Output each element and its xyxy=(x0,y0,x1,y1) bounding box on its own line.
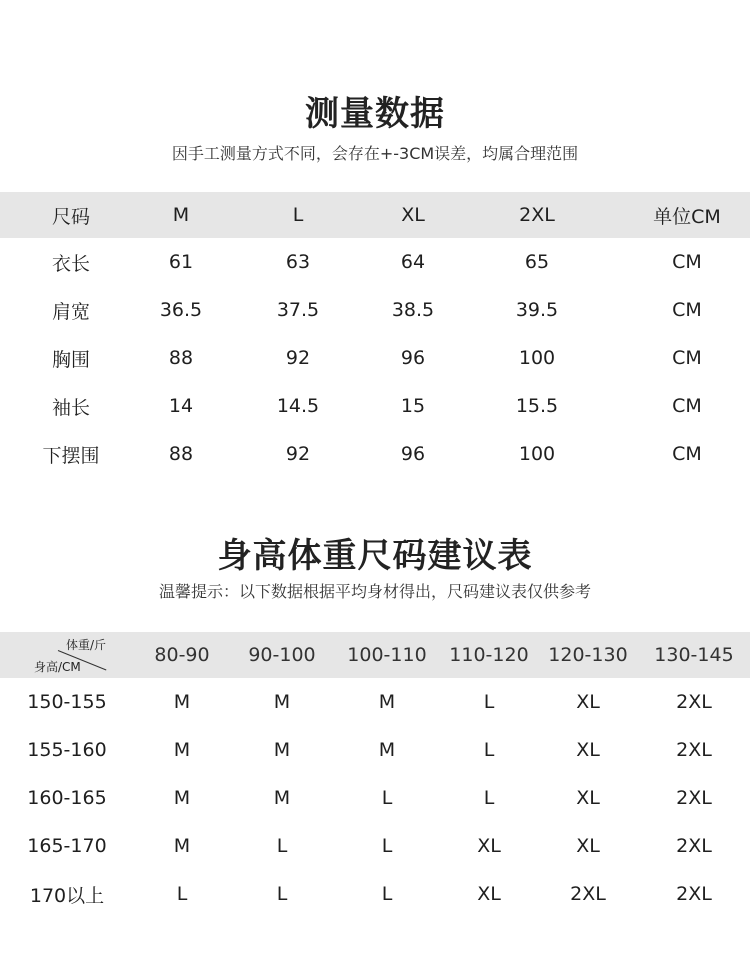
size-cell: L xyxy=(483,691,495,713)
weight-column-header: 80-90 xyxy=(154,644,210,666)
table-cell: 61 xyxy=(168,251,194,273)
table-cell: 88 xyxy=(168,347,194,369)
table-cell: CM xyxy=(672,299,702,321)
size-cell: M xyxy=(173,787,191,809)
height-row-label: 170以上 xyxy=(29,884,105,907)
size-cell: XL xyxy=(576,739,600,761)
table-row xyxy=(0,726,750,774)
table-cell: 96 xyxy=(400,443,426,465)
table-row xyxy=(0,870,750,918)
size-cell: M xyxy=(273,691,291,713)
table-row xyxy=(0,430,750,478)
size-cell: L xyxy=(276,835,288,857)
height-axis-label: 身高/CM xyxy=(34,660,81,674)
table-cell: 14.5 xyxy=(276,395,320,417)
table-cell: 100 xyxy=(518,443,556,465)
column-header: M xyxy=(172,204,190,226)
row-label: 肩宽 xyxy=(51,300,90,323)
measurement-title: 测量数据 xyxy=(305,94,445,134)
table-cell: 14 xyxy=(168,395,194,417)
size-cell: 2XL xyxy=(676,835,712,857)
weight-axis-label: 体重/斤 xyxy=(66,638,107,652)
size-cell: L xyxy=(276,883,288,905)
table-cell: 39.5 xyxy=(515,299,559,321)
column-header: 单位CM xyxy=(653,205,721,228)
table-cell: 37.5 xyxy=(276,299,320,321)
table-row xyxy=(0,382,750,430)
size-cell: XL xyxy=(477,883,501,905)
column-header: L xyxy=(292,204,304,226)
size-guide-table xyxy=(0,632,750,918)
table-row xyxy=(0,286,750,334)
size-cell: L xyxy=(483,739,495,761)
table-cell: 65 xyxy=(524,251,550,273)
size-cell: XL xyxy=(576,787,600,809)
size-guide-header-row xyxy=(0,632,750,678)
size-cell: XL xyxy=(477,835,501,857)
row-label: 衣长 xyxy=(51,252,90,275)
measurement-header-row xyxy=(0,192,750,238)
height-row-label: 160-165 xyxy=(27,787,107,809)
height-row-label: 150-155 xyxy=(27,691,107,713)
size-cell: M xyxy=(378,691,396,713)
size-cell: XL xyxy=(576,835,600,857)
weight-column-header: 90-100 xyxy=(248,644,316,666)
size-cell: M xyxy=(273,787,291,809)
size-guide-subtitle: 温馨提示：以下数据根据平均身材得出，尺码建议表仅供参考 xyxy=(158,582,591,601)
weight-column-header: 110-120 xyxy=(449,644,529,666)
size-cell: 2XL xyxy=(570,883,606,905)
size-cell: M xyxy=(173,835,191,857)
size-cell: L xyxy=(176,883,188,905)
size-cell: XL xyxy=(576,691,600,713)
row-label: 下摆围 xyxy=(42,444,100,467)
column-header: 尺码 xyxy=(51,205,90,228)
measurement-subtitle: 因手工测量方式不同，会存在+-3CM误差，均属合理范围 xyxy=(171,144,579,163)
weight-column-header: 100-110 xyxy=(347,644,427,666)
size-cell: M xyxy=(173,691,191,713)
size-cell: M xyxy=(378,739,396,761)
table-row xyxy=(0,822,750,870)
weight-column-header: 120-130 xyxy=(548,644,628,666)
size-cell: M xyxy=(273,739,291,761)
size-cell: 2XL xyxy=(676,691,712,713)
table-cell: 100 xyxy=(518,347,556,369)
weight-column-header: 130-145 xyxy=(654,644,734,666)
table-cell: CM xyxy=(672,395,702,417)
table-cell: CM xyxy=(672,251,702,273)
table-row xyxy=(0,774,750,822)
size-guide-title: 身高体重尺码建议表 xyxy=(217,536,533,576)
row-label: 袖长 xyxy=(51,396,90,419)
row-label: 胸围 xyxy=(51,348,90,371)
size-cell: M xyxy=(173,739,191,761)
column-header: 2XL xyxy=(519,204,555,226)
table-cell: 88 xyxy=(168,443,194,465)
height-row-label: 165-170 xyxy=(27,835,107,857)
size-cell: 2XL xyxy=(676,739,712,761)
table-cell: 63 xyxy=(285,251,311,273)
table-cell: CM xyxy=(672,443,702,465)
size-cell: L xyxy=(381,883,393,905)
table-cell: 38.5 xyxy=(391,299,435,321)
corner-header-cell xyxy=(0,632,134,678)
table-cell: CM xyxy=(672,347,702,369)
table-cell: 64 xyxy=(400,251,426,273)
size-cell: 2XL xyxy=(676,787,712,809)
size-cell: 2XL xyxy=(676,883,712,905)
height-row-label: 155-160 xyxy=(27,739,107,761)
table-cell: 92 xyxy=(285,443,311,465)
table-cell: 36.5 xyxy=(159,299,203,321)
size-cell: L xyxy=(381,835,393,857)
table-row xyxy=(0,678,750,726)
size-cell: L xyxy=(381,787,393,809)
table-cell: 15.5 xyxy=(515,395,559,417)
table-cell: 92 xyxy=(285,347,311,369)
table-row xyxy=(0,334,750,382)
table-row xyxy=(0,238,750,286)
table-cell: 96 xyxy=(400,347,426,369)
table-cell: 15 xyxy=(400,395,426,417)
size-cell: L xyxy=(483,787,495,809)
column-header: XL xyxy=(401,204,425,226)
measurement-table xyxy=(0,192,750,478)
